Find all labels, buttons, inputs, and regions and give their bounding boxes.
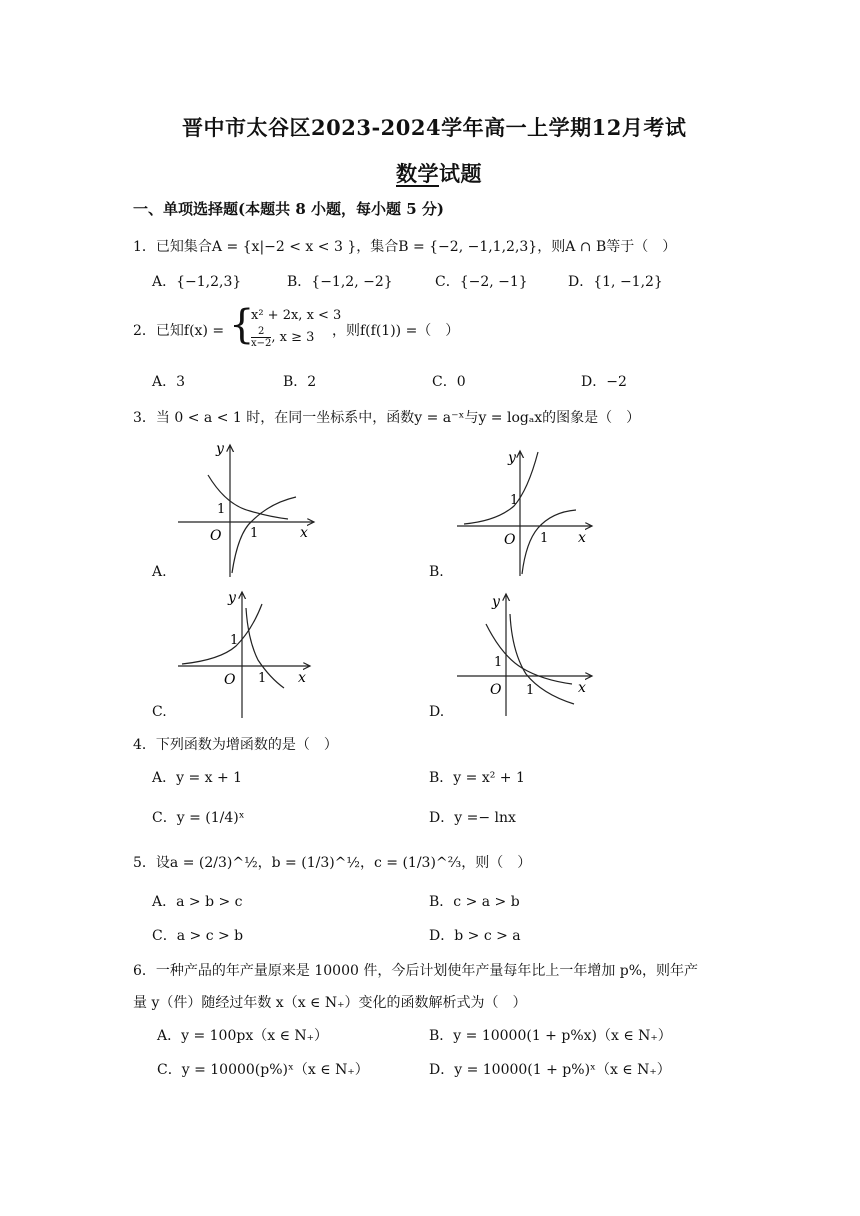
q4-option-a: A．y = x + 1: [152, 770, 243, 786]
label-origin: O: [210, 528, 222, 544]
piecewise-case-2: [251, 326, 314, 349]
q2-option-a: A．3: [152, 374, 186, 390]
label-y: y: [228, 590, 236, 606]
label-x: x: [578, 680, 586, 696]
q5-option-d: D．b > c > a: [429, 928, 521, 944]
label-one-x: 1: [540, 531, 549, 546]
q1-option-c: C．{−2, −1}: [435, 274, 528, 290]
q4-option-d: D．y =− lnx: [429, 810, 516, 826]
label-origin: O: [490, 682, 502, 698]
q2-option-b: B．2: [283, 374, 317, 390]
page-subtitle: [396, 158, 482, 188]
question-6-stem-line-2: 量 y（件）随经过年数 x（x ∈ N₊）变化的函数解析式为（ ）: [133, 995, 527, 1011]
label-one-y: 1: [217, 502, 226, 517]
graph-b: [452, 446, 602, 581]
graph-a-label: A.: [152, 564, 167, 580]
question-2-suffix: ，则f(f(1)) =（ ）: [332, 323, 460, 339]
piecewise-brace: {: [229, 302, 255, 348]
fraction-denominator: x−2: [251, 338, 272, 349]
graph-d-label: D.: [429, 704, 445, 720]
q6-option-b: B．y = 10000(1 + p%x)（x ∈ N₊）: [429, 1028, 672, 1044]
q1-option-a: A．{−1,2,3}: [152, 274, 242, 290]
curve-decreasing: [486, 624, 572, 684]
curve-increasing: [464, 452, 538, 524]
graph-a: [170, 435, 330, 585]
subtitle-underlined: 数学: [396, 161, 439, 186]
label-x: x: [298, 670, 306, 686]
label-x: x: [300, 525, 308, 541]
curve-log: [522, 510, 576, 574]
graph-d: [452, 590, 602, 720]
piecewise-case-1: x² + 2x, x < 3: [251, 308, 342, 323]
graph-c: [172, 588, 322, 723]
graph-c-label: C.: [152, 704, 167, 720]
label-origin: O: [224, 672, 236, 688]
graph-b-label: B.: [429, 564, 444, 580]
label-one-x: 1: [258, 671, 267, 686]
curve-increasing: [182, 604, 262, 664]
label-y: y: [508, 450, 516, 466]
label-one-y: 1: [510, 493, 519, 508]
label-one-x: 1: [250, 526, 259, 541]
page-title: 晋中市太谷区2023-2024学年高一上学期12月考试: [182, 115, 687, 140]
question-5-stem: 5．设a = (2/3)^½，b = (1/3)^½，c = (1/3)^⅔，则（ ）: [133, 855, 532, 871]
fraction-numerator: 2: [251, 326, 271, 338]
label-y: y: [492, 594, 500, 610]
label-y: y: [216, 441, 224, 457]
subtitle-rest: 试题: [439, 161, 482, 186]
question-1-stem: 1．已知集合A = {x|−2 < x < 3 }，集合B = {−2, −1,1,2,3}，则A ∩ B等于（ ）: [133, 239, 677, 255]
q5-option-c: C．a > c > b: [152, 928, 244, 944]
curve-log: [510, 614, 574, 704]
label-one-y: 1: [494, 655, 503, 670]
q5-option-b: B．c > a > b: [429, 894, 520, 910]
label-origin: O: [504, 532, 516, 548]
label-one-y: 1: [230, 633, 239, 648]
q6-option-c: C．y = 10000(p%)ˣ（x ∈ N₊）: [157, 1062, 369, 1078]
piecewise-case-2-condition: , x ≥ 3: [271, 330, 315, 345]
q4-option-b: B．y = x² + 1: [429, 770, 525, 786]
q1-option-b: B．{−1,2, −2}: [287, 274, 393, 290]
question-4-stem: 4．下列函数为增函数的是（ ）: [133, 737, 338, 753]
label-one-x: 1: [526, 683, 535, 698]
q5-option-a: A．a > b > c: [152, 894, 243, 910]
q4-option-c: C．y = (1/4)ˣ: [152, 810, 245, 826]
question-2-prefix: 2．已知f(x) =: [133, 323, 225, 339]
q6-option-a: A．y = 100px（x ∈ N₊）: [157, 1028, 329, 1044]
question-3-stem: 3．当 0 < a < 1 时，在同一坐标系中，函数y = a⁻ˣ与y = logₐx的图象是（ ）: [133, 410, 641, 426]
q1-option-d: D．{1, −1,2}: [568, 274, 663, 290]
q2-option-d: D．−2: [581, 374, 627, 390]
q2-option-c: C．0: [432, 374, 466, 390]
question-6-stem-line-1: 6．一种产品的年产量原来是 10000 件，今后计划使年产量每年比上一年增加 p%，则年产: [133, 963, 699, 979]
section-heading: 一、单项选择题(本题共 8 小题，每小题 5 分): [133, 200, 444, 218]
label-x: x: [578, 530, 586, 546]
q6-option-d: D．y = 10000(1 + p%)ˣ（x ∈ N₊）: [429, 1062, 671, 1078]
